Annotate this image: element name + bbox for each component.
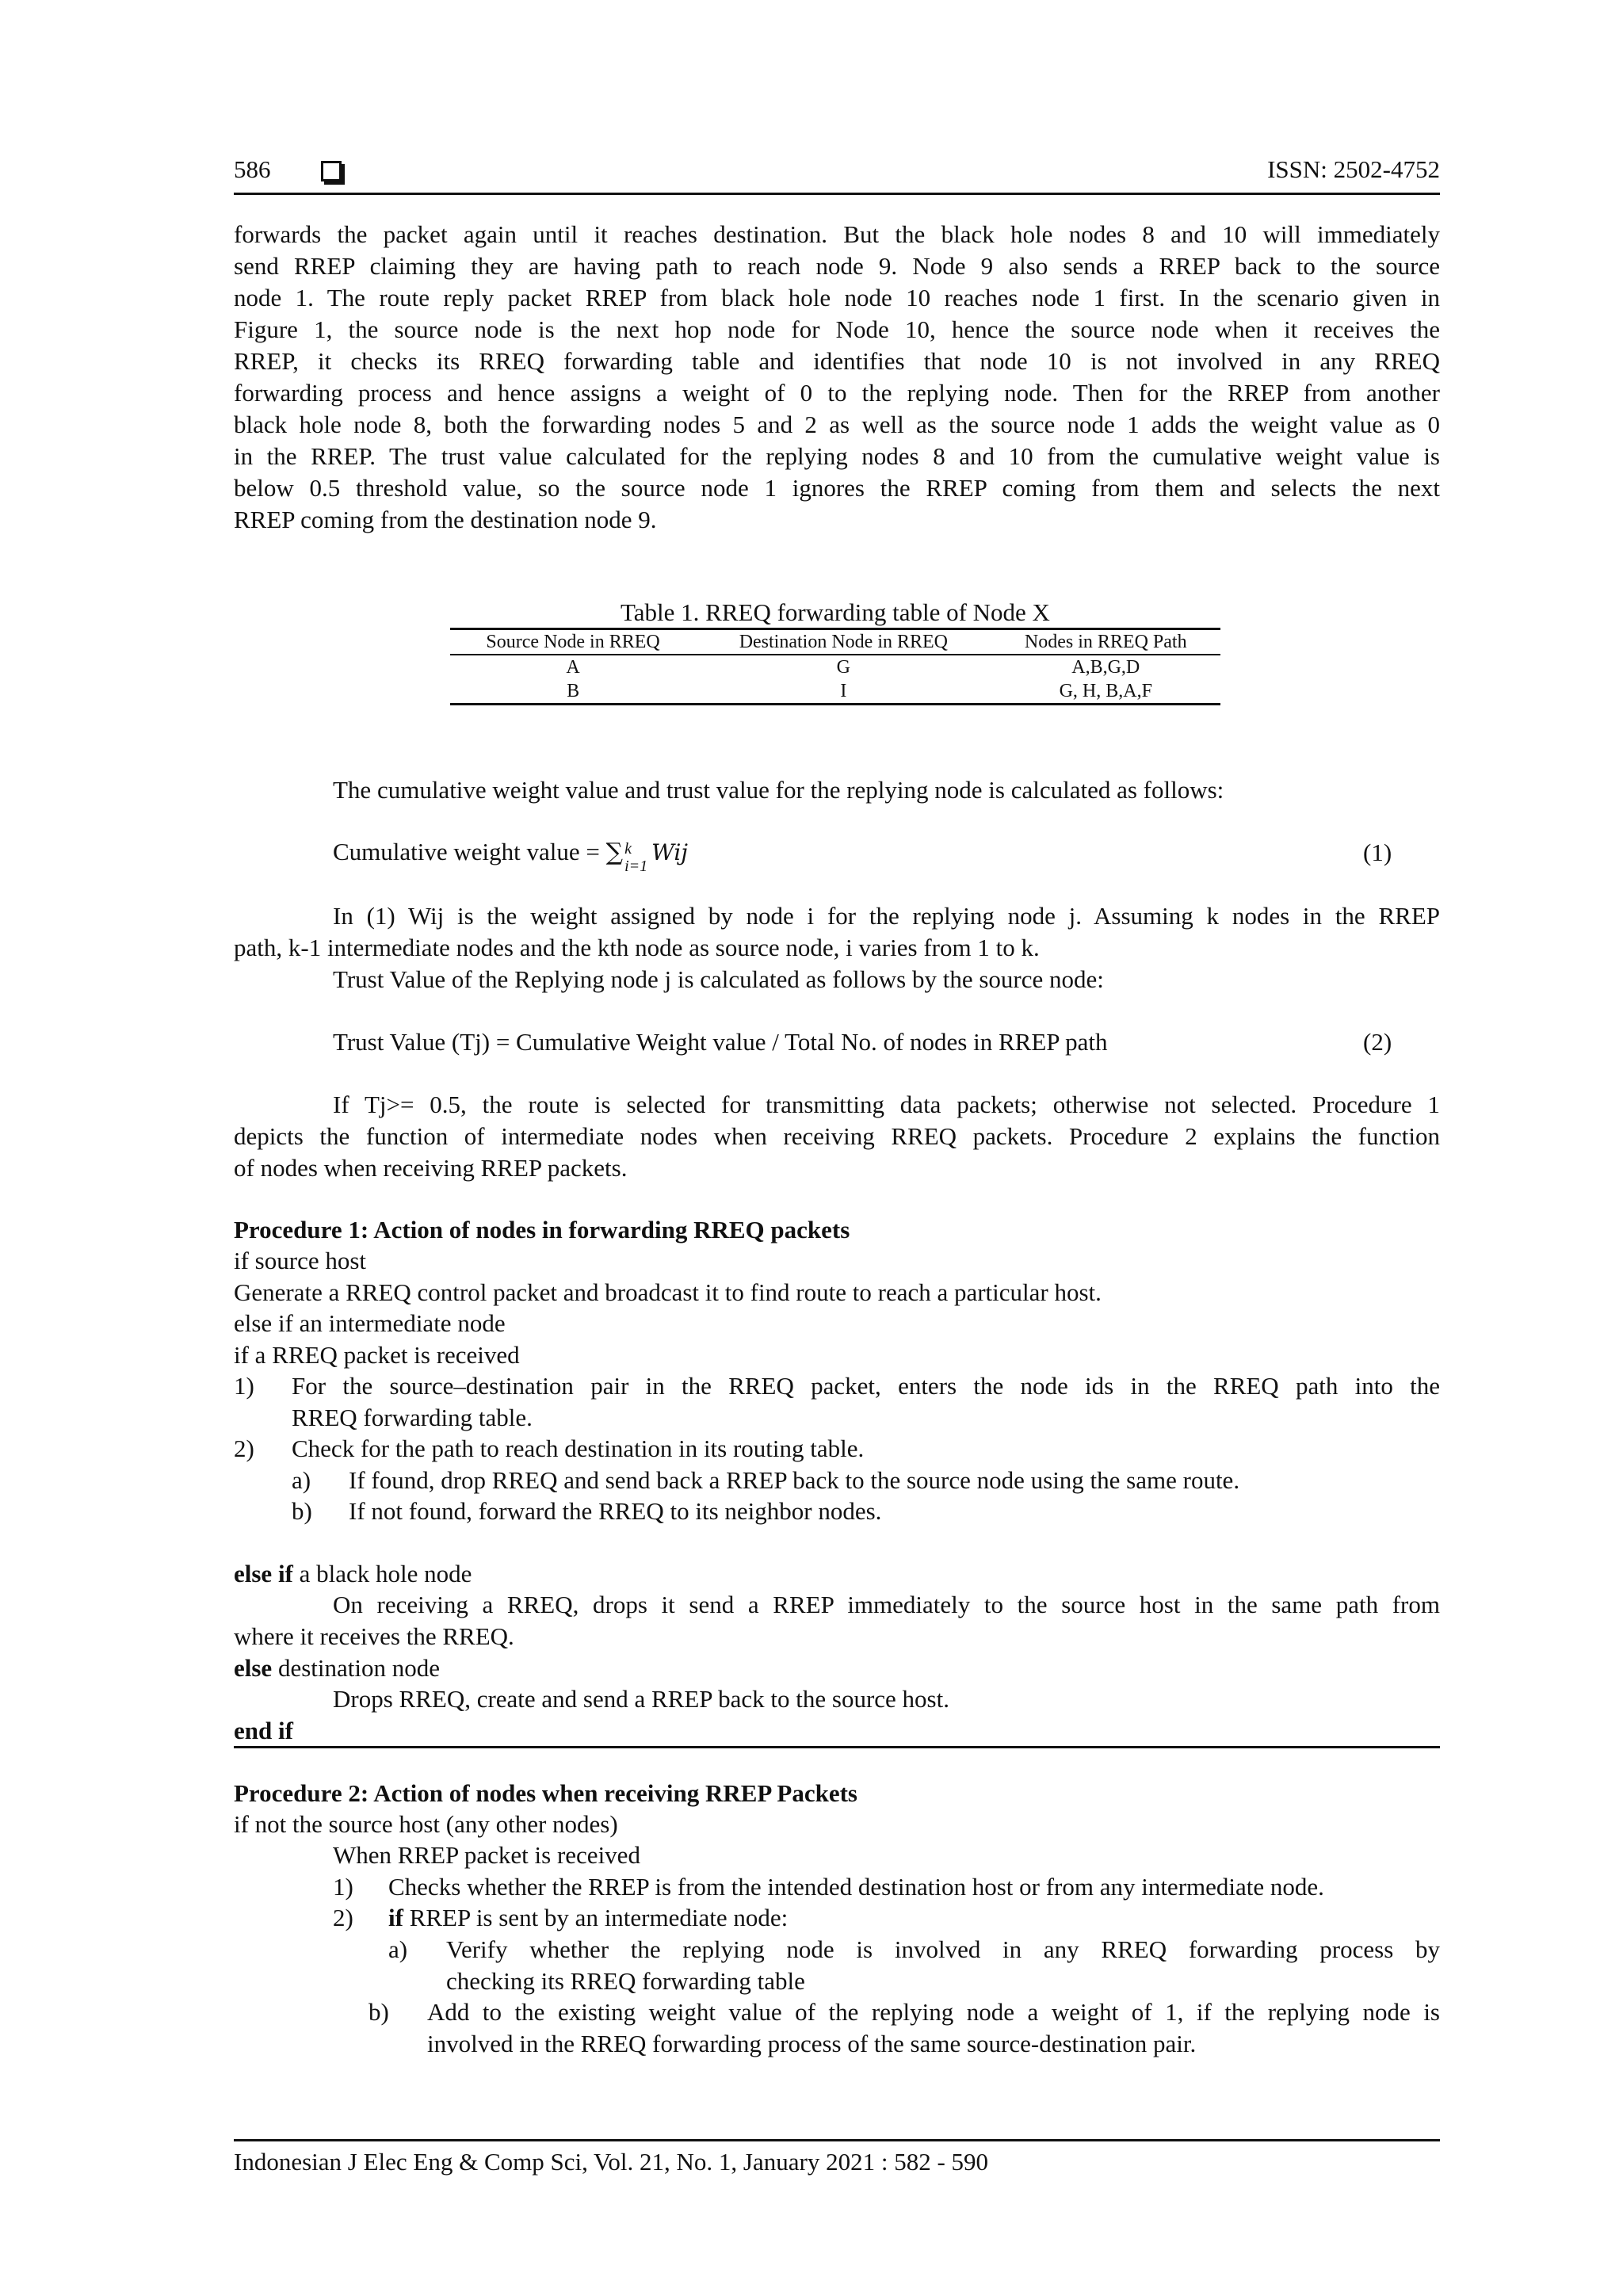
procedure-rule [234, 1746, 1440, 1748]
equation-number: (2) [1363, 1028, 1392, 1056]
table-row [450, 679, 1220, 705]
issn-label: ISSN: 2502-4752 [1267, 155, 1440, 183]
proc-substep-b: If not found, forward the RREQ to its neighbor nodes. [349, 1497, 882, 1525]
table-cell: B [567, 681, 580, 701]
text-line: In (1) Wij is the weight assigned by node i for the replying node j. Assuming k nodes in the RREP [333, 902, 1440, 930]
proc-else [234, 1652, 440, 1684]
proc-line: Generate a RREQ control packet and broadcast it to find route to reach a particular host. [234, 1278, 1102, 1306]
table-cell: G [836, 657, 851, 678]
text-line: send RREP claiming they are having path to reach node 9. Node 9 also sends a RREP back to the source [234, 252, 1440, 280]
text-line: RREQ forwarding table. [292, 1404, 533, 1431]
checkbox-square-icon [321, 161, 342, 181]
procedure-2-title [234, 1778, 857, 1809]
sum-term: Wij [651, 839, 688, 865]
proc-text: a black hole node [292, 1560, 472, 1587]
text-line: forwards the packet again until it reaches destination. But the black hole nodes 8 and 10 will immediately [234, 220, 1440, 248]
table-cell: G, H, B,A,F [1059, 681, 1152, 701]
procedure-2-heading: Procedure 2: Action of nodes when receiving RREP Packets [234, 1779, 857, 1807]
black-hole-action [234, 1589, 1440, 1652]
summation-symbol: ∑ [605, 839, 624, 866]
text-line: Figure 1, the source node is the next hop node for Node 10, hence the source node when it receives the [234, 315, 1440, 343]
proc-line: When RREP packet is received [333, 1841, 640, 1869]
proc-substep-a [446, 1934, 1440, 1997]
procedure-1-title [234, 1214, 850, 1246]
proc-line: if a RREQ packet is received [234, 1341, 520, 1369]
text-line: of nodes when receiving RREP packets. [234, 1154, 628, 1182]
text-line: where it receives the RREQ. [234, 1622, 514, 1650]
column-header: Source Node in RREQ [486, 632, 660, 652]
text-line: node 1. The route reply packet RREP from black hole node 10 reaches node 1 first. In the scenario given in [234, 284, 1440, 311]
text-line: depicts the function of intermediate nodes when receiving RREQ packets. Procedure 2 explains the function [234, 1122, 1440, 1150]
proc-line: if not the source host (any other nodes) [234, 1810, 618, 1838]
text-line: If Tj>= 0.5, the route is selected for transmitting data packets; otherwise not selected. Procedure 1 [333, 1091, 1440, 1118]
step-number: 2) [234, 1435, 254, 1462]
keyword: end if [234, 1717, 293, 1744]
running-header [234, 155, 1440, 195]
table-caption: Table 1. RREQ forwarding table of Node X [621, 598, 1050, 626]
proc-step-1: Checks whether the RREP is from the intended destination host or from any intermediate node. [388, 1873, 1324, 1901]
selection-paragraph [234, 1089, 1440, 1184]
proc-line: else if an intermediate node [234, 1309, 506, 1337]
text-line: in the RREP. The trust value calculated for the replying nodes 8 and 10 from the cumulative weight value is [234, 442, 1440, 470]
table-cell: A [566, 657, 580, 678]
proc-step-2 [388, 1902, 788, 1934]
table-cell: I [840, 681, 847, 701]
table-cell: A,B,G,D [1071, 657, 1140, 678]
substep-letter: b) [292, 1497, 312, 1525]
equation-1 [333, 836, 688, 875]
trust-intro: Trust Value of the Replying node j is calculated as follows by the source node: [333, 965, 1104, 993]
text-line: Verify whether the replying node is involved in any RREQ forwarding process by [446, 1935, 1440, 1963]
text-line: below 0.5 threshold value, so the source node 1 ignores the RREP coming from them and selects the next [234, 474, 1440, 502]
text-line: checking its RREQ forwarding table [446, 1967, 805, 1995]
sum-lower: i=1 [624, 858, 648, 875]
text-line: path, k-1 intermediate nodes and the kth node as source node, i varies from 1 to k. [234, 934, 1040, 961]
column-header: Nodes in RREQ Path [1024, 632, 1187, 652]
table-row [450, 655, 1220, 679]
text-line: For the source–destination pair in the RREQ packet, enters the node ids in the RREQ path into the [292, 1372, 1440, 1400]
proc-substep-a: If found, drop RREQ and send back a RREP back to the source node using the same route. [349, 1466, 1240, 1494]
proc-end-if [234, 1715, 293, 1747]
text-line: black hole node 8, both the forwarding nodes 5 and 2 as well as the source node 1 adds the weight value as 0 [234, 411, 1440, 438]
rreq-table-block [450, 598, 1220, 705]
text-line: involved in the RREQ forwarding process of the same source-destination pair. [427, 2030, 1197, 2057]
substep-letter: a) [292, 1466, 311, 1494]
sum-limits [623, 836, 651, 875]
page-number: 586 [234, 155, 271, 183]
footer-rule [234, 2139, 1440, 2141]
eq1-lhs: Cumulative weight value = [333, 838, 606, 865]
proc-text: destination node [272, 1654, 440, 1682]
proc-text: RREP is sent by an intermediate node: [403, 1904, 789, 1931]
proc-else-if [234, 1558, 472, 1590]
sum-upper: k [624, 840, 632, 858]
text-line: forwarding process and hence assigns a weight of 0 to the replying node. Then for the RREP from another [234, 379, 1440, 407]
table-header-row [450, 629, 1220, 655]
proc-substep-b [427, 1996, 1440, 2060]
proc-line: if source host [234, 1247, 367, 1274]
calc-intro: The cumulative weight value and trust value for the replying node is calculated as follows: [333, 776, 1224, 804]
substep-letter: b) [369, 1998, 389, 2026]
procedure-1-heading: Procedure 1: Action of nodes in forwarding RREQ packets [234, 1216, 850, 1244]
equation-2: Trust Value (Tj) = Cumulative Weight value / Total No. of nodes in RREP path [333, 1028, 1108, 1056]
text-line: On receiving a RREQ, drops it send a RREP immediately to the source host in the same path from [333, 1591, 1440, 1618]
text-line: RREP, it checks its RREQ forwarding table and identifies that node 10 is not involved in any RREQ [234, 347, 1440, 375]
keyword: if [388, 1904, 403, 1931]
column-header: Destination Node in RREQ [739, 632, 948, 652]
equation-number: (1) [1363, 839, 1392, 866]
eq1-explanation [234, 900, 1440, 964]
proc-step-2: Check for the path to reach destination in its routing table. [292, 1435, 865, 1462]
text-line: RREP coming from the destination node 9. [234, 506, 657, 533]
keyword: else [234, 1654, 273, 1682]
keyword: else if [234, 1560, 293, 1587]
step-number: 1) [234, 1372, 254, 1400]
destination-action: Drops RREQ, create and send a RREP back to the source host. [333, 1685, 949, 1713]
proc-step-1 [292, 1370, 1440, 1434]
text-line: Add to the existing weight value of the replying node a weight of 1, if the replying node is [427, 1998, 1440, 2026]
step-number: 2) [333, 1904, 353, 1931]
substep-letter: a) [388, 1935, 408, 1963]
intro-paragraph [234, 219, 1440, 536]
header-rule [234, 193, 1440, 195]
journal-footer: Indonesian J Elec Eng & Comp Sci, Vol. 21, No. 1, January 2021 : 582 - 590 [234, 2148, 989, 2176]
rreq-forwarding-table [450, 628, 1220, 705]
step-number: 1) [333, 1873, 353, 1901]
